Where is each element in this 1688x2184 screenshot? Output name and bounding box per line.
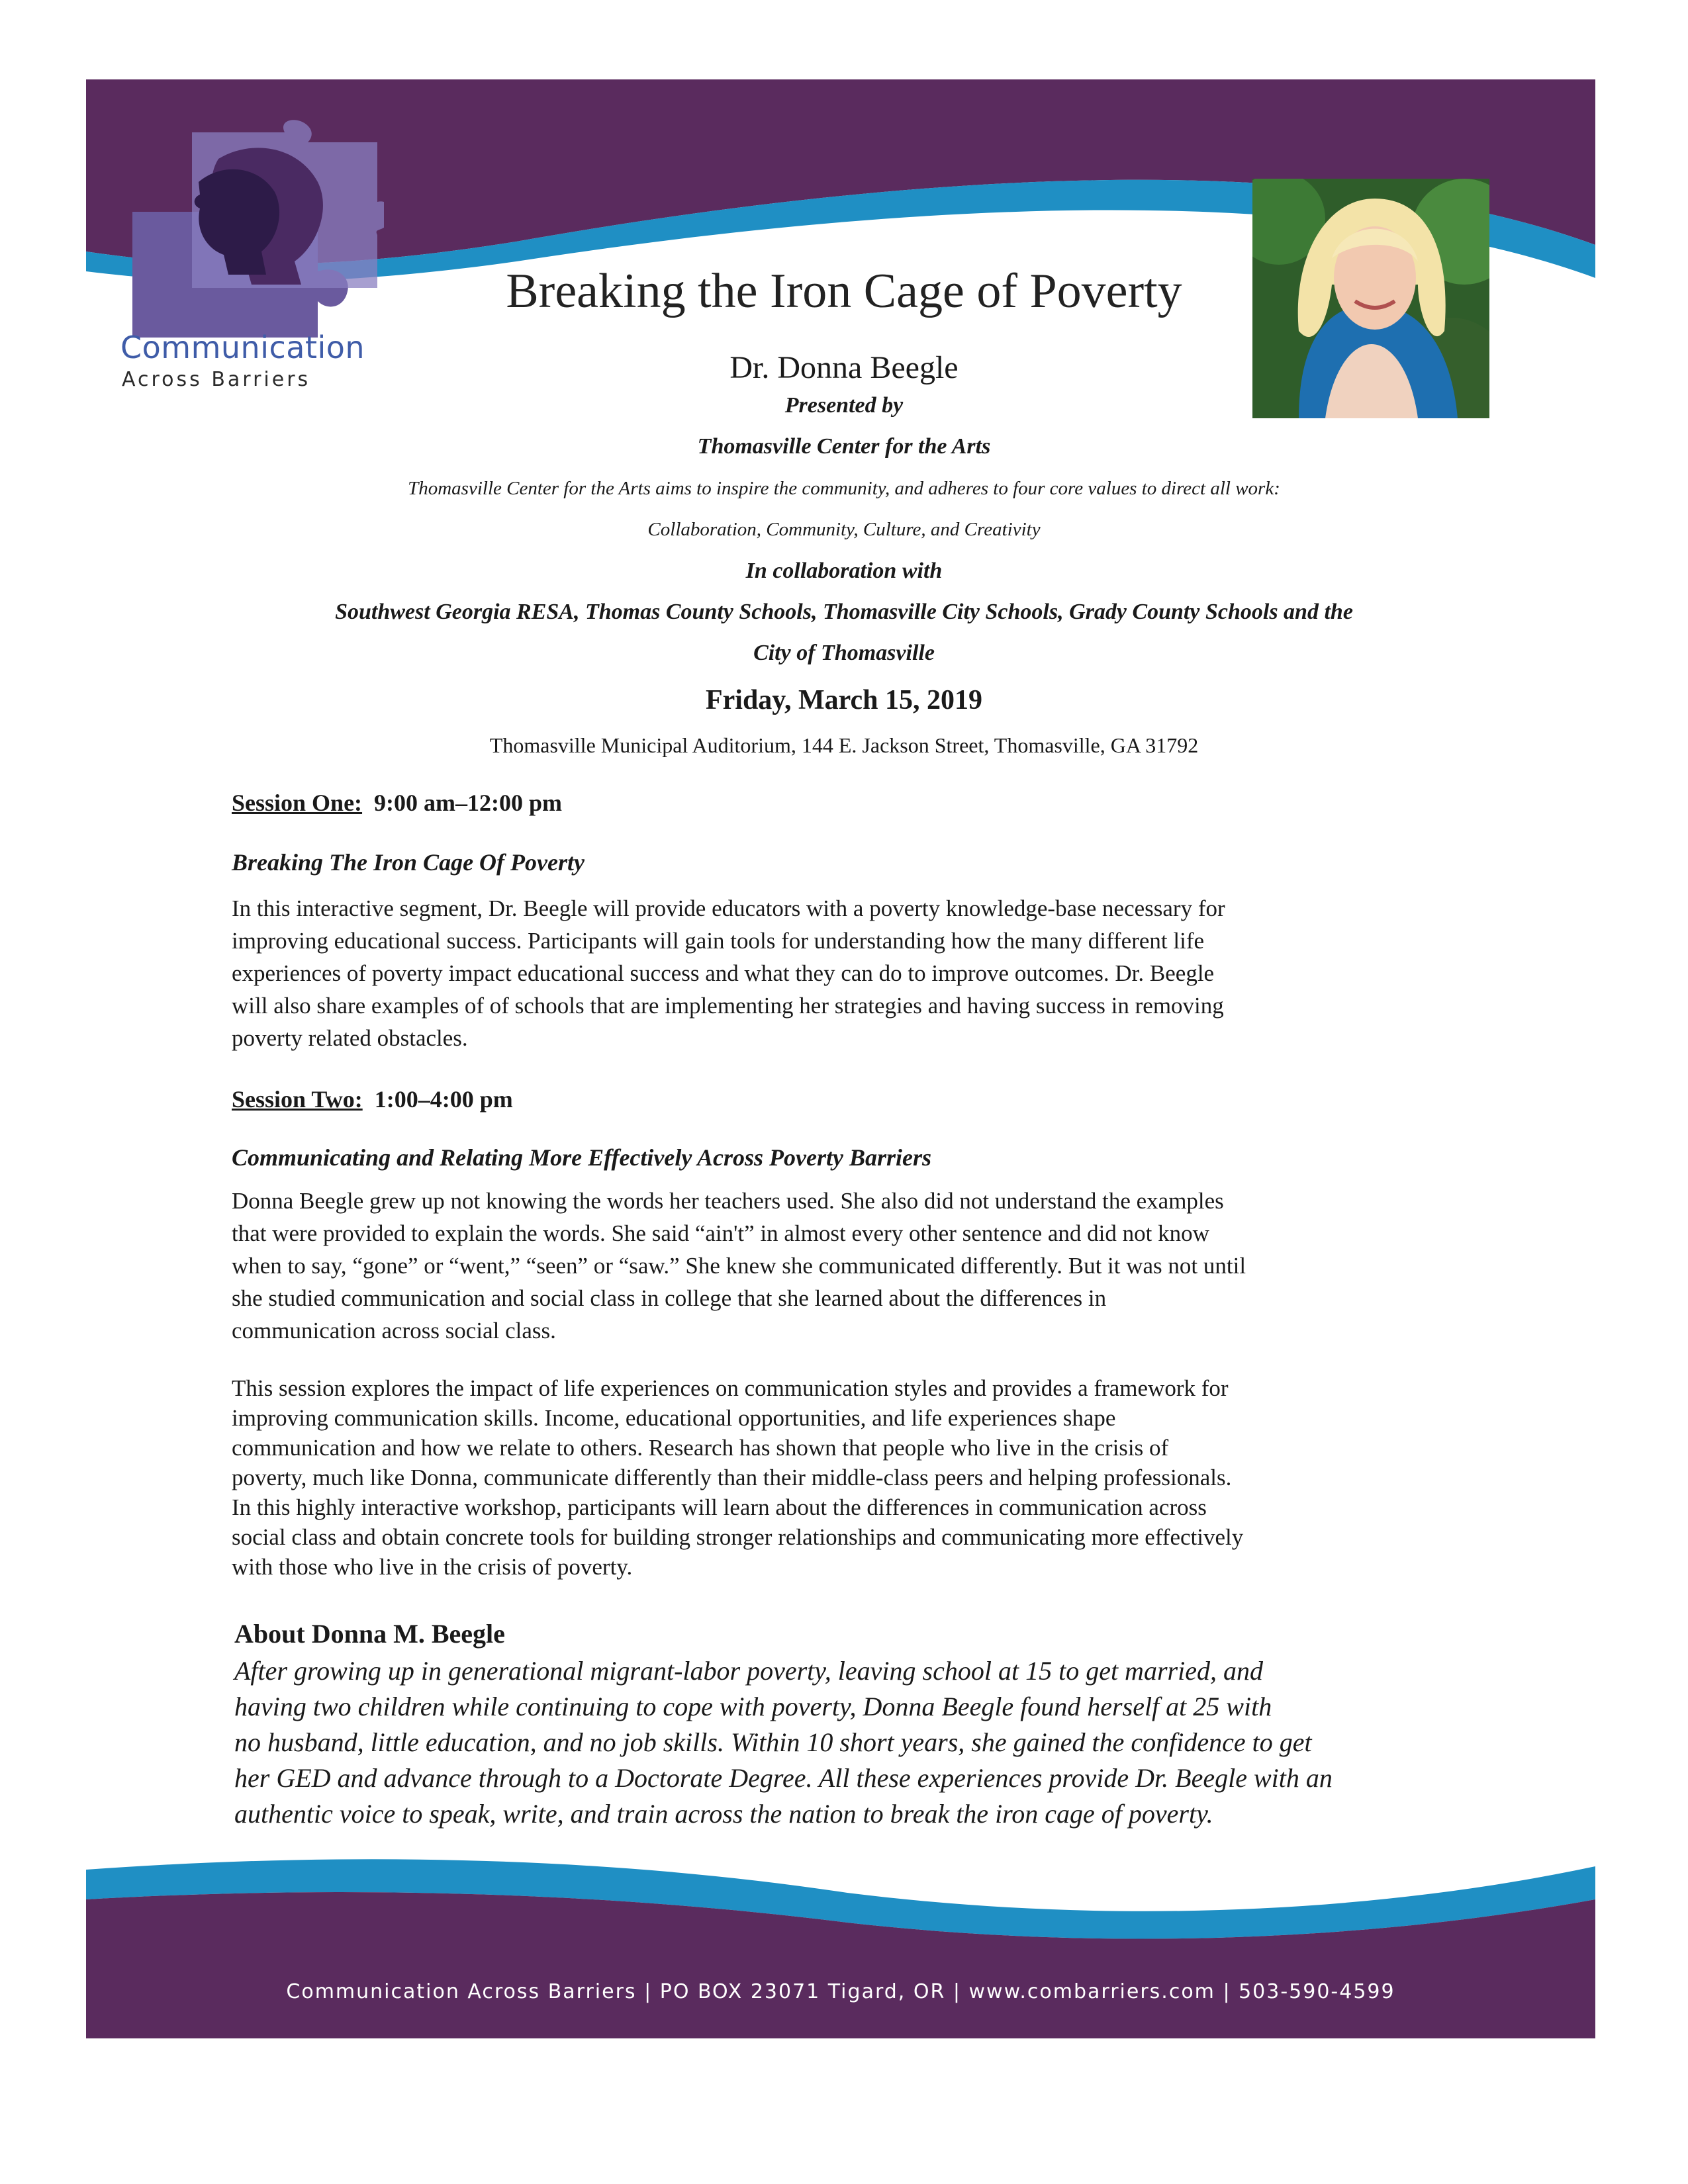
text-line: experiences of poverty impact educational success and what they can do to improve outcomes. Dr. Beegle (232, 960, 1215, 986)
speaker-name: Dr. Donna Beegle (729, 350, 959, 385)
logo-wordmark-line2: Across Barriers (122, 368, 311, 391)
host-mission-line2: Collaboration, Community, Culture, and Creativity (647, 519, 1041, 540)
text-line: authentic voice to speak, write, and train across the nation to break the iron cage of poverty. (234, 1799, 1213, 1829)
host-mission-line1: Thomasville Center for the Arts aims to inspire the community, and adheres to four core values to direct all work: (408, 478, 1280, 499)
session-two-time: 1:00–4:00 pm (374, 1086, 513, 1113)
host-organization: Thomasville Center for the Arts (697, 434, 991, 459)
text-line: improving communication skills. Income, educational opportunities, and life experiences shape (232, 1405, 1116, 1431)
logo-wordmark-line1: Communication (120, 330, 365, 365)
text-line: poverty related obstacles. (232, 1025, 468, 1051)
text-line: social class and obtain concrete tools for building stronger relationships and communicating more effectively (232, 1524, 1244, 1550)
collaboration-label: In collaboration with (745, 559, 943, 583)
session-two-heading (232, 1085, 513, 1113)
text-line: improving educational success. Participants will gain tools for understanding how the many different life (232, 928, 1205, 954)
text-line: having two children while continuing to cope with poverty, Donna Beegle found herself at 25 with (234, 1692, 1272, 1721)
text-line: In this interactive segment, Dr. Beegle will provide educators with a poverty knowledge-base necessary for (232, 895, 1225, 921)
text-line: This session explores the impact of life experiences on communication styles and provides a framework for (232, 1375, 1229, 1401)
session-two-description-2 (232, 1373, 1423, 1582)
session-one-title: Breaking The Iron Cage Of Poverty (232, 849, 585, 876)
session-two-label: Session Two: (232, 1086, 363, 1113)
session-one-time: 9:00 am–12:00 pm (374, 790, 563, 816)
text-line: poverty, much like Donna, communicate differently than their middle-class peers and helping professionals. (232, 1465, 1232, 1490)
presented-by-label: Presented by (784, 393, 904, 418)
footer-contact: Communication Across Barriers | PO BOX 23071 Tigard, OR | www.combarriers.com | 503-590-4599 (286, 1980, 1395, 2003)
partners-line1: Southwest Georgia RESA, Thomas County Schools, Thomasville City Schools, Grady County Schools and the (335, 600, 1353, 624)
text-line: with those who live in the crisis of poverty. (232, 1554, 633, 1580)
text-line: communication and how we relate to others. Research has shown that people who live in the crisis of (232, 1435, 1169, 1461)
about-bio (234, 1653, 1459, 1832)
text-line: her GED and advance through to a Doctorate Degree. All these experiences provide Dr. Beegle with an (234, 1763, 1333, 1793)
text-line: when to say, “gone” or “went,” “seen” or “saw.” She knew she communicated differently. But it was not until (232, 1253, 1246, 1279)
session-two-description-1 (232, 1185, 1423, 1347)
session-one-description (232, 892, 1423, 1054)
footer-banner (86, 1840, 1595, 2038)
text-line: that were provided to explain the words. She said “ain't” in almost every other sentence and did not know (232, 1220, 1209, 1246)
flyer-title: Breaking the Iron Cage of Poverty (506, 264, 1182, 318)
text-line: no husband, little education, and no job skills. Within 10 short years, she gained the confidence to get (234, 1727, 1312, 1757)
event-date: Friday, March 15, 2019 (705, 685, 983, 715)
text-line: she studied communication and social class in college that she learned about the differences in (232, 1285, 1107, 1311)
session-one-heading (232, 789, 562, 817)
text-line: communication across social class. (232, 1318, 556, 1343)
partners-line2: City of Thomasville (753, 641, 935, 665)
session-two-title: Communicating and Relating More Effectively Across Poverty Barriers (232, 1144, 931, 1171)
session-one-label: Session One: (232, 790, 363, 816)
text-line: After growing up in generational migrant-labor poverty, leaving school at 15 to get married, and (234, 1656, 1263, 1686)
text-line: Donna Beegle grew up not knowing the words her teachers used. She also did not understand the examples (232, 1188, 1224, 1214)
text-line: In this highly interactive workshop, participants will learn about the differences in communication across (232, 1494, 1207, 1520)
event-venue: Thomasville Municipal Auditorium, 144 E. Jackson Street, Thomasville, GA 31792 (489, 733, 1199, 757)
text-line: will also share examples of of schools that are implementing her strategies and having success in removing (232, 993, 1224, 1019)
about-heading: About Donna M. Beegle (234, 1619, 505, 1649)
